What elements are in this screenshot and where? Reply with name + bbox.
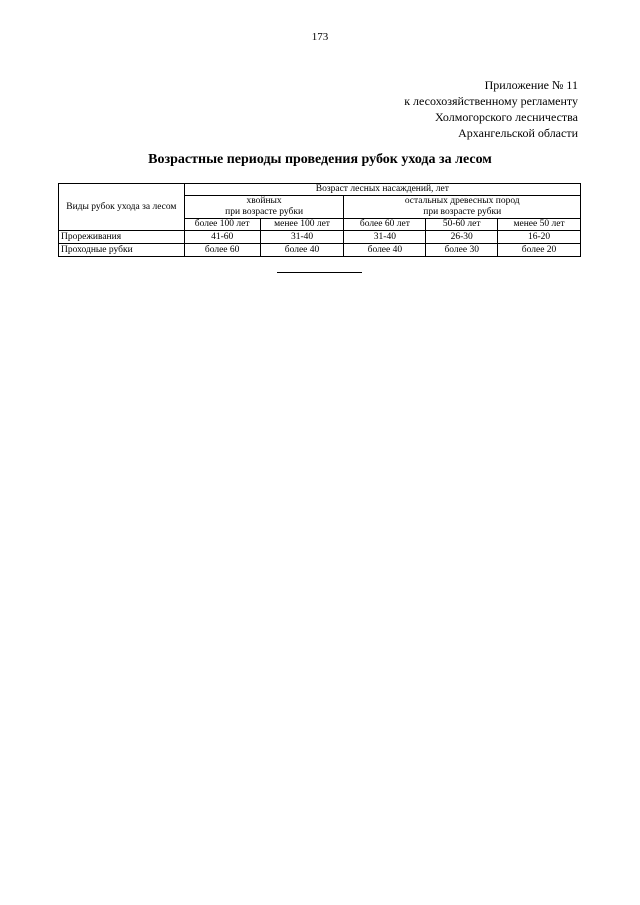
table-header-row-1 xyxy=(59,184,581,196)
group-header-cell: Возраст лесных насаждений, лет xyxy=(184,184,580,196)
conifer-sublabel: при возрасте рубки xyxy=(225,207,304,217)
row-label: Проходные рубки xyxy=(59,244,185,257)
table-cell: более 30 xyxy=(426,244,498,257)
appendix-line-2: к лесохозяйственному регламенту xyxy=(404,94,578,108)
appendix-line-4: Архангельской области xyxy=(458,126,578,140)
column-header: менее 50 лет xyxy=(498,219,581,231)
column-header: 50-60 лет xyxy=(426,219,498,231)
table-cell: 41-60 xyxy=(184,231,260,244)
column-header: более 100 лет xyxy=(184,219,260,231)
age-periods-table xyxy=(58,183,581,257)
conifer-label: хвойных xyxy=(246,196,282,206)
document-title: Возрастные периоды проведения рубок ухода за лесом xyxy=(148,152,492,167)
table-row xyxy=(59,231,581,244)
column-header: менее 100 лет xyxy=(260,219,344,231)
table-cell: более 40 xyxy=(260,244,344,257)
appendix-line-1: Приложение № 11 xyxy=(484,78,578,92)
appendix-line-3: Холмогорского лесничества xyxy=(435,110,578,124)
column-header: более 60 лет xyxy=(344,219,426,231)
table-row xyxy=(59,244,581,257)
other-species-header-cell xyxy=(344,196,581,219)
table-cell: 26-30 xyxy=(426,231,498,244)
row-label: Прореживания xyxy=(59,231,185,244)
table-cell: 16-20 xyxy=(498,231,581,244)
table-cell: 31-40 xyxy=(260,231,344,244)
table-cell: более 20 xyxy=(498,244,581,257)
conifer-header-cell xyxy=(184,196,344,219)
other-species-sublabel: при возрасте рубки xyxy=(423,207,502,217)
table-cell: более 40 xyxy=(344,244,426,257)
other-species-label: остальных древесных пород xyxy=(404,196,520,206)
table-cell: более 60 xyxy=(184,244,260,257)
appendix-reference xyxy=(278,77,578,141)
row-header-cell: Виды рубок ухода за лесом xyxy=(59,184,185,231)
page-number: 173 xyxy=(311,31,329,43)
closing-divider xyxy=(277,272,362,273)
table-cell: 31-40 xyxy=(344,231,426,244)
